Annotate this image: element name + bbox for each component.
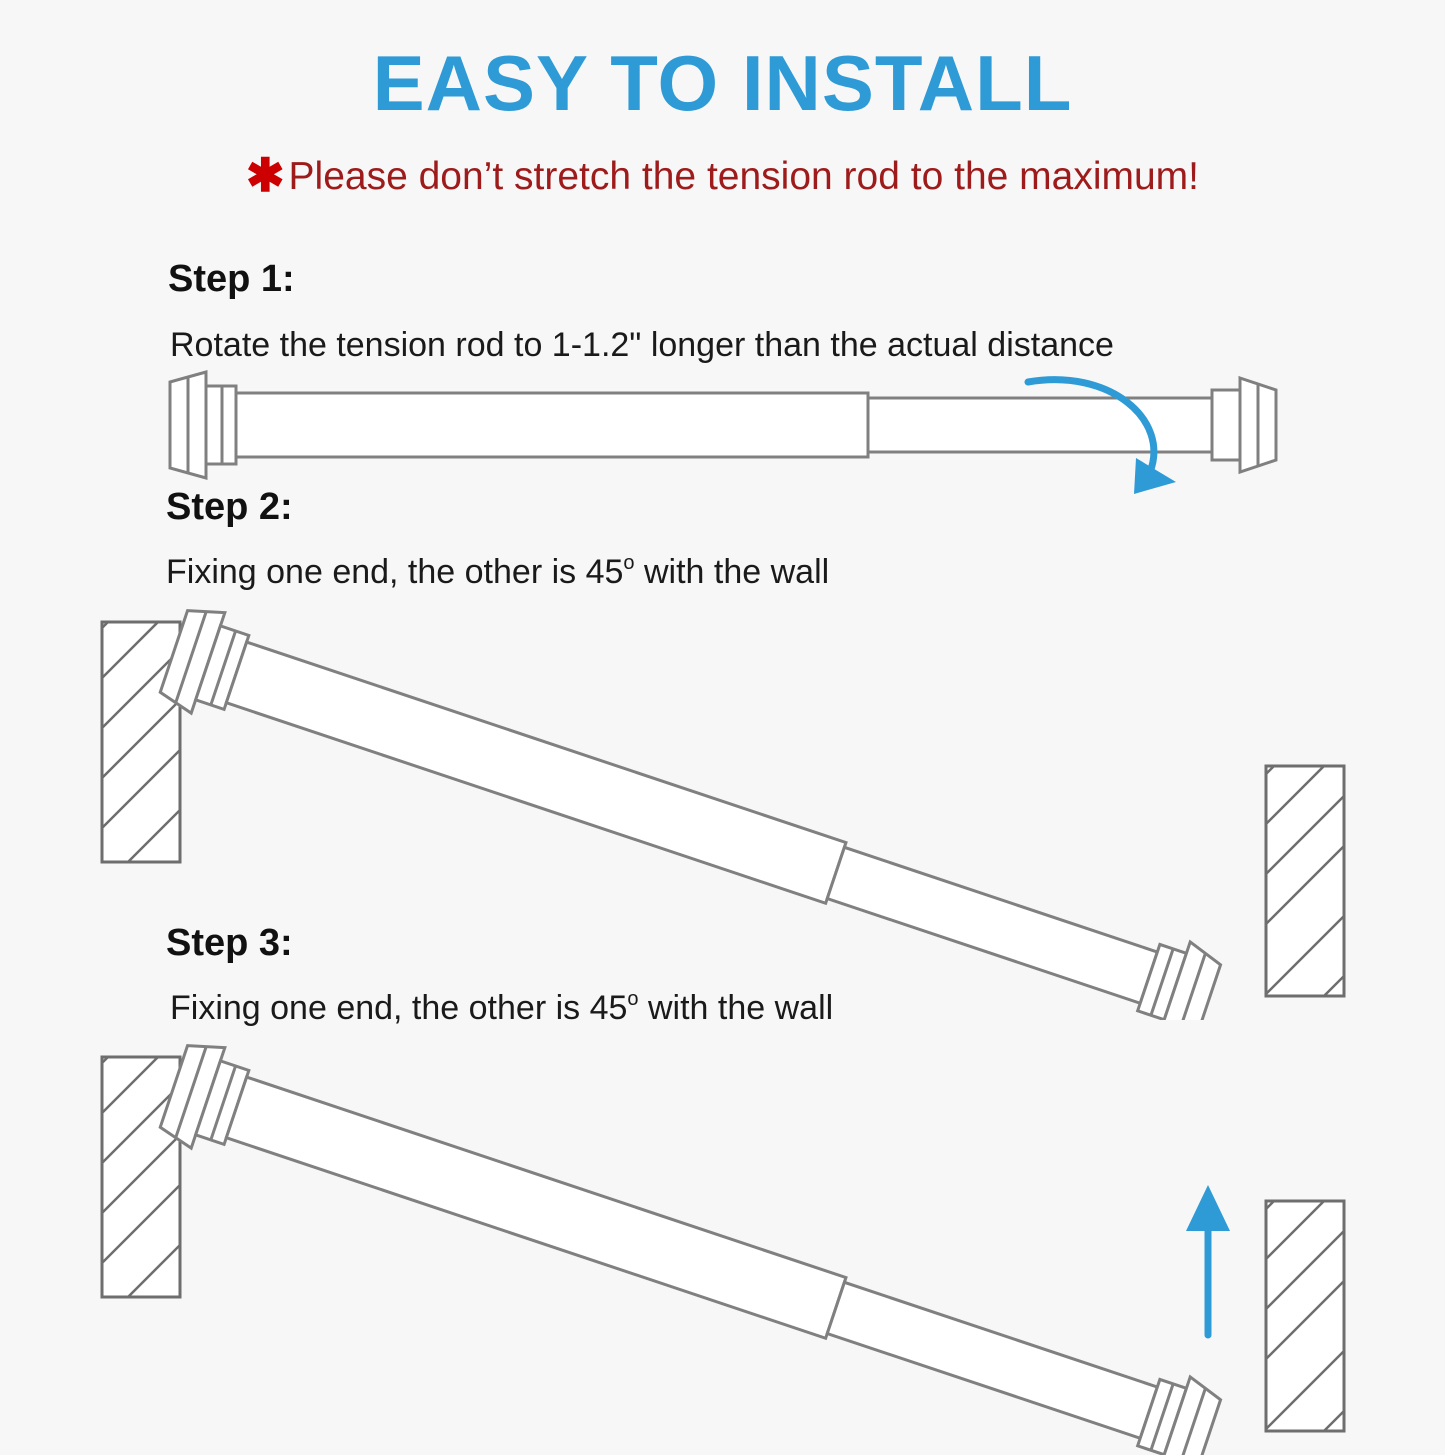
step-1-label: Step 1:	[168, 258, 295, 300]
page-title: EASY TO INSTALL	[372, 39, 1073, 127]
rod-right-endcap	[1212, 378, 1276, 472]
step-3-text-before: Fixing one end, the other is 45	[170, 989, 628, 1027]
step-2-text	[166, 552, 829, 592]
warning-note	[0, 148, 1445, 203]
figure-step-1	[150, 360, 1310, 500]
step-2-degree: o	[623, 552, 635, 574]
figure-step-3	[80, 1035, 1370, 1455]
tension-rod	[157, 1036, 1226, 1455]
step-3-text	[170, 988, 833, 1028]
step-3-text-after: with the wall	[647, 989, 834, 1027]
asterisk-icon: ✱	[245, 149, 285, 201]
step-2-text-after: with the wall	[643, 553, 830, 591]
tension-rod	[157, 601, 1226, 1020]
step-2-text-before: Fixing one end, the other is 45	[166, 553, 624, 591]
up-arrow-icon	[1186, 1185, 1230, 1335]
warning-text: Please don’t stretch the tension rod to the maximum!	[288, 155, 1199, 198]
step-3-label: Step 3:	[166, 922, 293, 964]
rod-left-endcap	[170, 372, 236, 478]
step-2-label: Step 2:	[166, 486, 293, 528]
step-3-degree: o	[627, 988, 639, 1010]
step-1-text: Rotate the tension rod to 1-1.2" longer than the actual distance	[170, 326, 1114, 364]
